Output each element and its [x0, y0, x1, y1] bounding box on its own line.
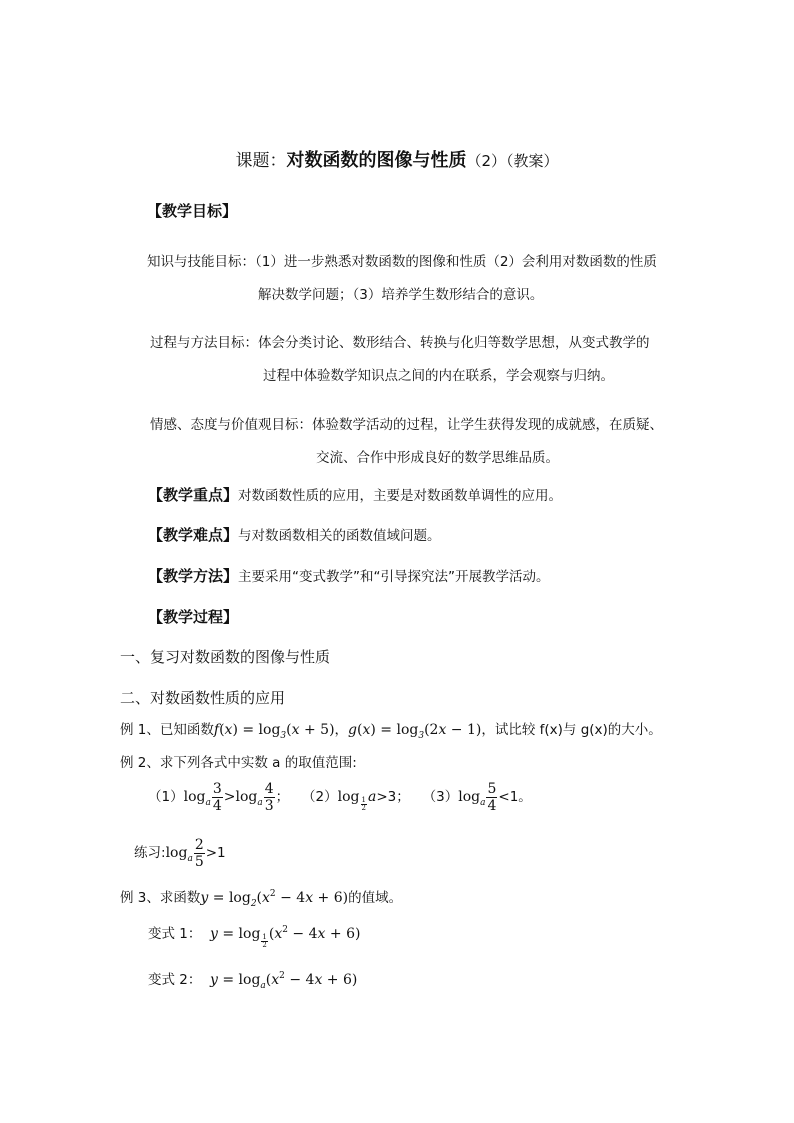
example-1-suffix: ，试比较 f(x)与 g(x)的大小。: [481, 722, 662, 738]
formula-variant-2: $y = \log_a(x^2 - 4x + 6)$: [209, 971, 358, 991]
objectives-heading: 【教学目标】: [147, 202, 238, 220]
page-title: [0, 146, 794, 172]
method-text: 主要采用“变式教学”和“引导探究法”开展教学活动。: [238, 569, 550, 585]
example-3-suffix: 的值域。: [348, 890, 403, 906]
objectives-emotion-line2: 交流、合作中形成良好的数学思维品质。: [316, 450, 559, 466]
subfrac-1-2-variant: $\frac{1}{2}$: [262, 933, 267, 949]
ex2-item1-formula: $\log_a$ $\frac{3}{4}$ $>\log_a$ $\frac{4}{3}$: [183, 780, 274, 814]
key-point-heading: 【教学重点】: [148, 486, 239, 504]
example-2: 例 2、求下列各式中实数 a 的取值范围:: [120, 755, 357, 771]
example-3: [120, 886, 402, 909]
frac-3-4: $\frac{3}{4}$: [212, 780, 222, 814]
frac-5-4: $\frac{5}{4}$: [487, 780, 497, 814]
ex2-item3-tail: <1。: [498, 789, 532, 805]
process-part1: 一、复习对数函数的图像与性质: [120, 648, 331, 666]
difficulty-heading: 【教学难点】: [148, 526, 239, 544]
process-heading: 【教学过程】: [148, 608, 239, 626]
ex2-item2-num: （2）: [302, 789, 338, 805]
example-3-prefix: 例 3、求函数: [120, 890, 201, 906]
variant-1: [148, 918, 360, 954]
key-point: [148, 484, 562, 505]
difficulty-text: 与对数函数相关的函数值域问题。: [238, 528, 441, 544]
method-heading: 【教学方法】: [148, 567, 239, 585]
example-1-prefix: 例 1、已知函数: [120, 722, 214, 738]
formula-g: $g(x) = \log_3(2x - 1)$: [348, 722, 482, 741]
practice-tail: >1: [205, 845, 226, 861]
variant-2-label: 变式 2：: [148, 972, 202, 988]
example-1: [120, 718, 662, 741]
objectives-emotion-line1: 情感、态度与价值观目标：体验数学活动的过程，让学生获得发现的成就感，在质疑、: [150, 417, 663, 433]
title-main: 对数函数的图像与性质: [286, 150, 467, 171]
frac-4-3: $\frac{4}{3}$: [264, 780, 274, 814]
objectives-knowledge-line1: [147, 250, 657, 270]
example-2-items: $(1)\log_a$ $\frac{3}{4}$ $>\log_a$ $\frac{4}{3}$ ； （2）log $\frac{1}{2}$ a>3； $(3)\log_a$ $\frac{5}{4}$ <1。: [148, 780, 532, 814]
ex2-item1-num: （1）: [148, 789, 184, 805]
knowledge-label: 知识与技能目标: [147, 254, 242, 270]
variant-1-label: 变式 1：: [148, 926, 202, 942]
key-point-text: 对数函数性质的应用，主要是对数函数单调性的应用。: [238, 488, 563, 504]
difficulty: [148, 524, 441, 545]
formula-variant-1: y = log $\frac{1}{2}$ $(x^2 - 4x + 6)$: [209, 925, 361, 949]
example-1-sep: ，: [334, 722, 349, 738]
frac-2-5: $\frac{2}{5}$: [194, 836, 204, 870]
variant-2: [148, 968, 357, 991]
practice-label: 练习:: [134, 845, 166, 861]
subfrac-1-2: $\frac{1}{2}$: [361, 796, 366, 812]
objectives-knowledge-line2: 解决数学问题；（3）培养学生数形结合的意识。: [258, 287, 544, 303]
practice: [134, 833, 226, 873]
objectives-process-line1: 过程与方法目标：体会分类讨论、数形结合、转换与化归等数学思想，从变式教学的: [150, 335, 650, 351]
ex2-item3-formula: $\log_a$ $\frac{5}{4}$: [458, 780, 497, 814]
formula-f: $f(x) = \log_3(x + 5)$: [213, 722, 335, 741]
title-prefix: 课题：: [235, 151, 287, 171]
practice-formula: $\log_a$ $\frac{2}{5}$: [165, 836, 204, 870]
ex2-item3-num: （3）: [422, 789, 459, 805]
formula-ex3: $y = \log_2(x^2 - 4x + 6)$: [200, 889, 349, 909]
process-part2: 二、对数函数性质的应用: [120, 689, 286, 707]
ex2-item2-formula: log $\frac{1}{2}$ a: [337, 789, 377, 812]
ex2-item2-tail: >3；: [376, 789, 410, 805]
knowledge-text: ：（1）进一步熟悉对数函数的图像和性质（2）会利用对数函数的性质: [241, 254, 657, 270]
method: [148, 565, 550, 586]
title-suffix: （2）（教案）: [466, 152, 559, 170]
objectives-process-line2: 过程中体验数学知识点之间的内在联系，学会观察与归纳。: [263, 368, 614, 384]
